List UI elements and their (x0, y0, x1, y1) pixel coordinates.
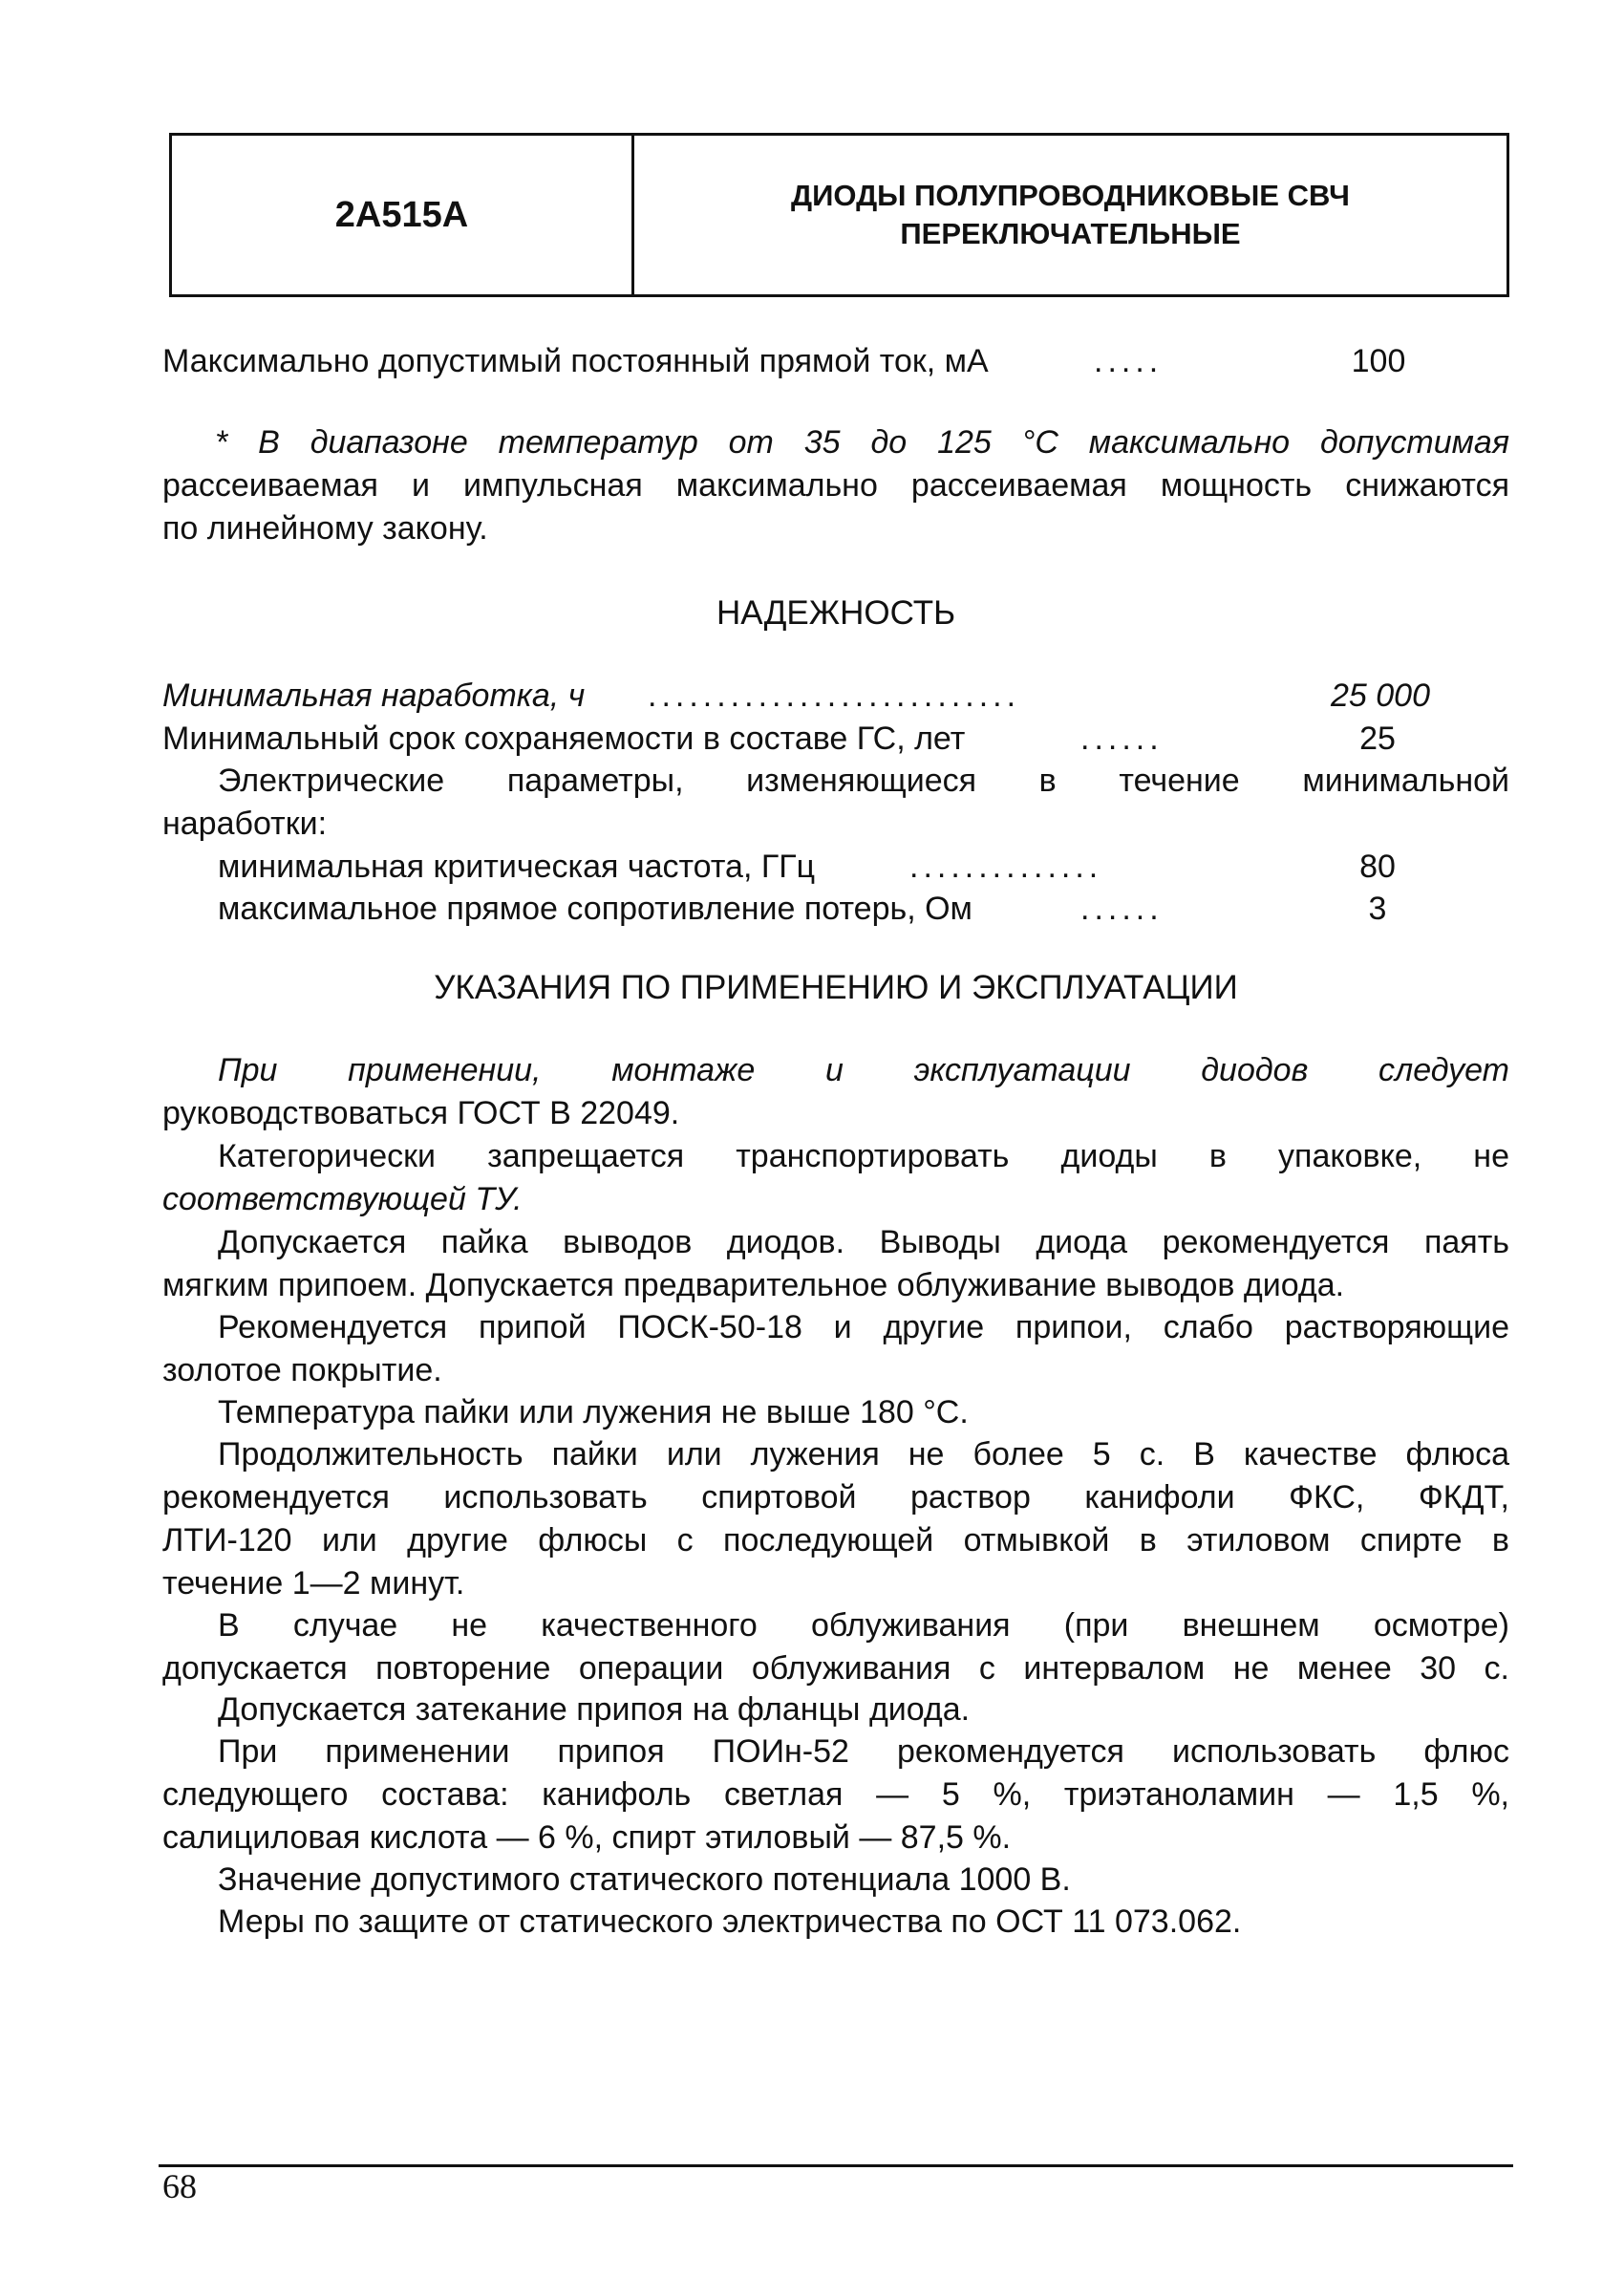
paragraph-line: Меры по защите от статического электричества по ОСТ 11 073.062. (218, 1903, 1242, 1940)
footnote-line: * В диапазоне температур от 35 до 125 °С максимально допустимая (215, 424, 1509, 461)
usage-paragraph (162, 1859, 1509, 1902)
paragraph-line: При применении, монтаже и эксплуатации диодов следует (218, 1052, 1509, 1088)
paragraph-line: Значение допустимого статического потенциала 1000 В. (218, 1861, 1071, 1898)
storage-life-value: 25 (1359, 720, 1396, 757)
usage-paragraph (162, 1135, 1509, 1221)
paragraph-line: ЛТИ-120 или другие флюсы с последующей отмывкой в этиловом спирте в (162, 1522, 1509, 1559)
usage-heading: УКАЗАНИЯ ПО ПРИМЕНЕНИЮ И ЭКСПЛУАТАЦИИ (434, 969, 1238, 1006)
max-forward-current-value: 100 (1351, 343, 1406, 379)
critical-frequency-label: минимальная критическая частота, ГГц (218, 849, 816, 885)
footnote-line: по линейному закону. (162, 510, 488, 547)
usage-paragraph (162, 1221, 1509, 1307)
paragraph-line: салициловая кислота — 6 %, спирт этиловый — 87,5 %. (162, 1819, 1012, 1856)
paragraph-line: мягким припоем. Допускается предварительное облуживание выводов диода. (162, 1267, 1345, 1303)
paragraph-line: Допускается пайка выводов диодов. Выводы диода рекомендуется паять (218, 1224, 1509, 1260)
changing-params-line: Электрические параметры, изменяющиеся в течение минимальной (218, 763, 1509, 799)
paragraph-line: рекомендуется использовать спиртовой раствор канифоли ФКС, ФКДТ, (162, 1479, 1509, 1516)
paragraph-line: Продолжительность пайки или лужения не более 5 с. В качестве флюса (218, 1436, 1509, 1473)
min-runtime-leader: ........................... (648, 677, 1021, 714)
paragraph-line: допускается повторение операции облуживания с интервалом не менее 30 с. (162, 1650, 1509, 1687)
device-code: 2А515А (172, 136, 634, 294)
page-number: 68 (162, 2167, 197, 2205)
footer-rule (159, 2164, 1513, 2167)
paragraph-line: соответствующей ТУ. (162, 1181, 523, 1217)
usage-paragraph (162, 1391, 1509, 1434)
usage-paragraph (162, 1604, 1509, 1690)
paragraph-line: Температура пайки или лужения не выше 180 °С. (218, 1394, 969, 1430)
paragraph-line: руководствоваться ГОСТ В 22049. (162, 1095, 680, 1131)
max-forward-current-label: Максимально допустимый постоянный прямой ток, мА (162, 343, 989, 379)
storage-life-leader: ...... (1080, 720, 1164, 757)
critical-frequency-value: 80 (1359, 849, 1396, 885)
min-runtime-value: 25 000 (1331, 677, 1430, 714)
footnote-line: рассеиваемая и импульсная максимально рассеиваемая мощность снижаются (162, 467, 1509, 504)
title-line-1: ДИОДЫ ПОЛУПРОВОДНИКОВЫЕ СВЧ (791, 179, 1350, 212)
paragraph-line: Категорически запрещается транспортировать диоды в упаковке, не (218, 1138, 1509, 1174)
paragraph-line: следующего состава: канифоль светлая — 5 %, триэтаноламин — 1,5 %, (162, 1776, 1509, 1813)
header-table (169, 133, 1509, 297)
paragraph-line: течение 1—2 минут. (162, 1565, 465, 1602)
paragraph-line: Допускается затекание припоя на фланцы диода. (218, 1691, 971, 1728)
usage-paragraph (162, 1901, 1509, 1944)
changing-params-note (162, 760, 1509, 846)
critical-frequency-leader: .............. (909, 849, 1103, 885)
paragraph-line: В случае не качественного облуживания (при внешнем осмотре) (218, 1607, 1509, 1644)
title-line-2: ПЕРЕКЛЮЧАТЕЛЬНЫЕ (900, 217, 1241, 250)
usage-paragraph (162, 1049, 1509, 1135)
usage-paragraph (162, 1731, 1509, 1860)
device-category-title (634, 136, 1506, 294)
usage-paragraph (162, 1306, 1509, 1392)
usage-paragraph (162, 1433, 1509, 1605)
paragraph-line: При применении припоя ПОИн-52 рекомендуется использовать флюс (218, 1733, 1509, 1770)
min-runtime-label: Минимальная наработка, ч (162, 677, 586, 714)
paragraph-line: Рекомендуется припой ПОСК-50-18 и другие припои, слабо растворяющие (218, 1309, 1509, 1345)
usage-paragraph (162, 1688, 1509, 1731)
footnote (162, 421, 1509, 550)
loss-resistance-value: 3 (1368, 891, 1387, 927)
loss-resistance-leader: ...... (1080, 891, 1164, 927)
paragraph-line: золотое покрытие. (162, 1352, 442, 1388)
max-forward-current-leader: ..... (1094, 343, 1164, 379)
reliability-heading: НАДЕЖНОСТЬ (716, 594, 956, 632)
changing-params-line: наработки: (162, 806, 328, 842)
storage-life-label: Минимальный срок сохраняемости в составе ГС, лет (162, 720, 966, 757)
loss-resistance-label: максимальное прямое сопротивление потерь, Ом (218, 891, 972, 927)
